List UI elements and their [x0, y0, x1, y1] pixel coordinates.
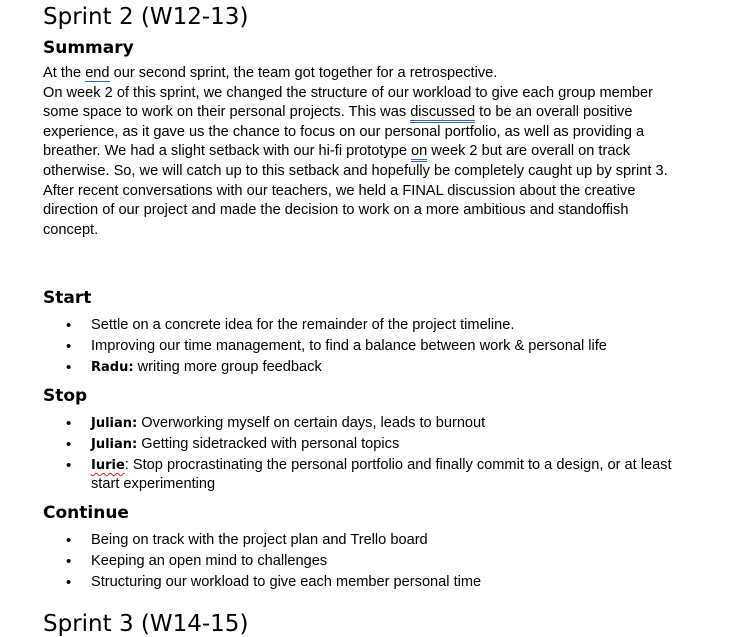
list-item: • Settle on a concrete idea for the remainder of the project timeline. — [43, 316, 683, 336]
list-item: • Iurie: Stop procrastinating the personal portfolio and finally commit to a design, or at least start experimenting — [43, 456, 683, 495]
summary-paragraph-3: After recent conversations with our teachers, we held a FINAL discussion about the creative direction of our project and made the decision to work on a more ambitious and standoffish concept. — [43, 182, 636, 238]
start-heading: Start — [43, 288, 92, 308]
continue-heading: Continue — [43, 503, 129, 523]
list-item: • Being on track with the project plan and Trello board — [43, 531, 683, 551]
summary-paragraph-2: On week 2 of this sprint, we changed the structure of our workload to give each group member some space to work on their personal projects. This was discussed to be an overall positive experience, as it gave us the chance to focus on our personal portfolio, as well as providing a breather. We had a slight setback with our hi-fi prototype on week 2 but are overall on track otherwise. So, we will catch up to this setback and hopefully be completely caught up by sprint 3. — [43, 84, 668, 179]
list-item: • Structuring our workload to give each member personal time — [43, 573, 683, 593]
summary-body — [43, 64, 673, 240]
stop-list — [43, 414, 683, 496]
stop-heading: Stop — [43, 386, 88, 406]
sprint3-heading: Sprint 3 (W14-15) — [43, 611, 249, 637]
continue-list — [43, 531, 683, 594]
start-list — [43, 316, 683, 379]
summary-heading: Summary — [43, 38, 134, 58]
summary-line-1: At the end our second sprint, the team got together for a retrospective. — [43, 65, 498, 81]
list-item: • Radu: writing more group feedback — [43, 358, 683, 378]
grammar-flag-discussed[interactable]: discussed — [410, 104, 475, 123]
list-item: • Improving our time management, to find a balance between work & personal life — [43, 337, 683, 357]
grammar-flag-on[interactable]: on — [411, 143, 427, 162]
spelling-flag-iurie[interactable]: Iurie — [91, 457, 125, 473]
sprint2-heading: Sprint 2 (W12-13) — [43, 4, 249, 30]
list-item: • Keeping an open mind to challenges — [43, 552, 683, 572]
list-item: • Julian: Overworking myself on certain days, leads to burnout — [43, 414, 683, 434]
list-item: • Julian: Getting sidetracked with personal topics — [43, 435, 683, 455]
grammar-flag-end[interactable]: end — [85, 65, 110, 81]
